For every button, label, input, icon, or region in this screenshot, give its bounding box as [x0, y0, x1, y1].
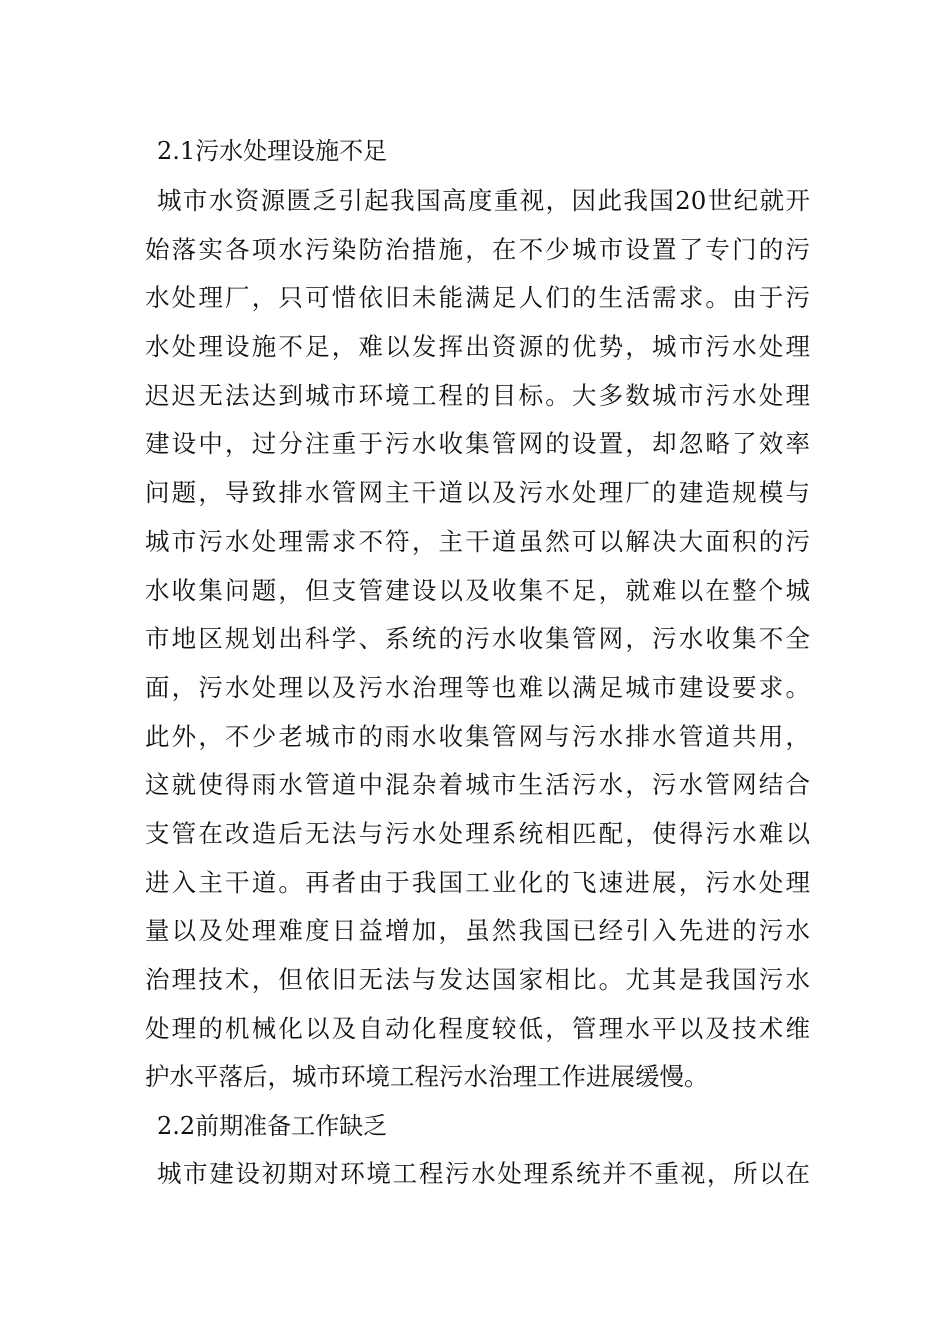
paragraph-line: 城市污水处理需求不符，主干道虽然可以解决大面积的污: [145, 526, 810, 556]
paragraph-line: 量以及处理难度日益增加，虽然我国已经引入先进的污水: [145, 916, 810, 946]
paragraph-line: 城市水资源匮乏引起我国高度重视，因此我国20世纪就开: [157, 186, 810, 215]
paragraph-line: 进入主干道。再者由于我国工业化的飞速进展，污水处理: [145, 867, 810, 897]
paragraph-line: 迟迟无法达到城市环境工程的目标。大多数城市污水处理: [145, 380, 810, 410]
paragraph-line: 问题，导致排水管网主干道以及污水处理厂的建造规模与: [145, 478, 810, 508]
paragraph-line: 始落实各项水污染防治措施，在不少城市设置了专门的污: [145, 234, 810, 264]
paragraph-line: 水收集问题，但支管建设以及收集不足，就难以在整个城: [145, 575, 810, 605]
section-body: [145, 177, 810, 1102]
paragraph-line: 治理技术，但依旧无法与发达国家相比。尤其是我国污水: [145, 965, 810, 994]
paragraph-line: 面，污水处理以及污水治理等也难以满足城市建设要求。: [145, 672, 810, 702]
section-heading: 2.1污水处理设施不足: [157, 137, 388, 165]
paragraph-line: 城市建设初期对环境工程污水处理系统并不重视，所以在: [157, 1159, 810, 1189]
paragraph-line: 市地区规划出科学、系统的污水收集管网，污水收集不全: [145, 624, 810, 654]
paragraph-line: 建设中，过分注重于污水收集管网的设置，却忽略了效率: [145, 429, 810, 459]
paragraph-line: 此外，不少老城市的雨水收集管网与污水排水管道共用，: [145, 721, 810, 751]
paragraph-line: 支管在改造后无法与污水处理系统相匹配，使得污水难以: [145, 818, 810, 848]
paragraph-line: 护水平落后，城市环境工程污水治理工作进展缓慢。: [145, 1062, 709, 1092]
section-body: [145, 1150, 810, 1199]
document-page: [145, 127, 810, 1199]
paragraph-line: 处理的机械化以及自动化程度较低，管理水平以及技术维: [145, 1013, 810, 1043]
section-heading: 2.2前期准备工作缺乏: [157, 1112, 388, 1141]
paragraph-line: 水处理设施不足，难以发挥出资源的优势，城市污水处理: [145, 332, 810, 362]
paragraph-line: 水处理厂，只可惜依旧未能满足人们的生活需求。由于污: [145, 283, 810, 313]
paragraph-line: 这就使得雨水管道中混杂着城市生活污水，污水管网结合: [145, 770, 810, 800]
